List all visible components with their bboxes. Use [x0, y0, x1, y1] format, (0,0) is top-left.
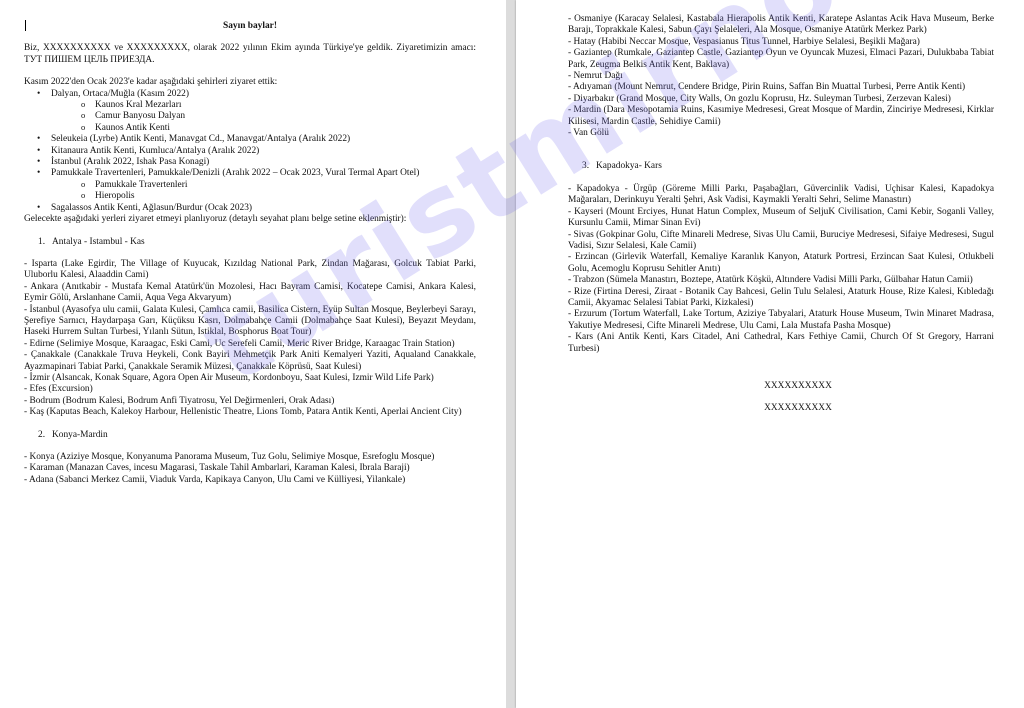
place-item: - Nemrut Dağı	[568, 71, 623, 82]
place-item: - Erzincan (Girlevik Waterfall, Kemaliye Karanlık Kanyon, Ataturk Portresi, Erzincan Saat Kulesi, Otlukbeli Golu, Acemoglu Koprusu Sehitler Anıtı)	[568, 252, 994, 274]
visited-list	[24, 89, 476, 214]
place-item: - Kars (Ani Antik Kenti, Kars Citadel, Ani Cathedral, Kars Fethiye Camii, Church Of St Gregory, Harrani Turbesi)	[568, 332, 994, 354]
place-item: - Osmaniye (Karacay Selalesi, Kastabala Hierapolis Antik Kenti, Karatepe Aslantas Acik Hava Museum, Berke Barajı, Toprakkale Kalesi, Sabun Çayı Şelaleleri, Ala Mosque, Osmaniye Atatürk Merkez Park)	[568, 14, 994, 36]
place-item: - Sivas (Gokpinar Golu, Cifte Minareli Medrese, Sivas Ulu Camii, Buruciye Medresesi, Sifaiye Medresesi, Sugul Vadisi, Sızır Selalesi, Kale Camii)	[568, 229, 994, 251]
place-item: - Hatay (Habibi Neccar Mosque, Vespasianus Titus Tunnel, Harbiye Selalesi, Beşikli Mağara)	[568, 36, 920, 47]
place-item: - Edirne (Selimiye Mosque, Karaagac, Eski Cami, Uc Serefeli Camii, Meric River Bridge, Karaagac Train Station)	[24, 338, 455, 349]
place-item: - Van Gölü	[568, 128, 609, 139]
visited-item: • Dalyan, Ortaca/Muğla (Kasım 2022) o Kaunos Kral Mezarları o Camur Banyosu Dalyan o Kaunos Antik Kenti	[37, 89, 476, 135]
signature-2: XXXXXXXXXX	[764, 403, 832, 414]
visited-subitem: o Kaunos Antik Kenti	[81, 123, 476, 134]
place-item: - İzmir (Alsancak, Konak Square, Agora Open Air Museum, Kordonboyu, Saat Kulesi, Izmir Wild Life Park)	[24, 372, 434, 383]
plan-intro: Gelecekte aşağıdaki yerleri ziyaret etmeyi planlıyoruz (detaylı seyahat planı belge setine eklenmiştir):	[24, 214, 407, 225]
visited-item: • İstanbul (Aralık 2022, Ishak Pasa Konagi)	[37, 157, 476, 168]
intro-paragraph: Biz, XXXXXXXXXX ve XXXXXXXXX, olarak 2022 yılının Ekim ayında Türkiye'ye geldik. Ziyaretimizin amacı: ТУТ ПИШЕМ ЦЕЛЬ ПРИЕЗДА.	[24, 43, 476, 65]
salutation: Sayın baylar!	[223, 21, 277, 31]
visited-item: • Seleukeia (Lyrbe) Antik Kenti, Manavgat Cd., Manavgat/Antalya (Aralık 2022)	[37, 134, 476, 145]
page-gap	[506, 0, 516, 708]
document-page-2	[516, 0, 1024, 708]
place-item: - Ankara (Anıtkabir - Mustafa Kemal Atatürk'ün Mozolesi, Hacı Bayram Camisi, Kocatepe Camisi, Ankara Kalesi, Eymir Gölü, Arslanhane Camii, Aqua Vega Akvaryum)	[24, 281, 476, 304]
visited-item: • Kitanaura Antik Kenti, Kumluca/Antalya (Aralık 2022)	[37, 146, 476, 157]
page-2-content[interactable]	[568, 14, 994, 415]
visited-subitem: o Hieropolis	[81, 191, 476, 202]
place-item: - Kaş (Kaputas Beach, Kalekoy Harbour, Hellenistic Theatre, Lions Tomb, Patara Antik Kenti, Aperlai Ancient City)	[24, 407, 462, 418]
signature-1: XXXXXXXXXX	[764, 380, 832, 391]
place-item: - Trabzon (Sümela Manastırı, Boztepe, Atatürk Köşkü, Altındere Vadisi Milli Parkı, Gülbahar Hatun Camii)	[568, 275, 973, 286]
section-heading-1: 1. Antalya - Istambul - Kas	[38, 236, 145, 247]
place-item: - Adana (Sabanci Merkez Camii, Viaduk Varda, Kapikaya Canyon, Ulu Cami ve Külliyesi, Yilankale)	[24, 474, 406, 485]
place-item: - Gaziantep (Rumkale, Gaziantep Castle, Gaziantep Oyun ve Oyuncak Muzesi, Elmaci Pazari, Dulukbaba Tabiat Park, Zeugma Belkis Antik Kent, Baklava)	[568, 48, 994, 70]
visited-subitem: o Kaunos Kral Mezarları	[81, 100, 476, 111]
place-item: - Kayseri (Mount Erciyes, Hunat Hatun Complex, Museum of SeljuK Civilisation, Cami Kebir, Soganli Valley, Kursunlu Camii, Mimar Sinan Evi)	[568, 206, 994, 229]
place-item: - Karaman (Manazan Caves, incesu Magarasi, Taskale Tahil Ambarlari, Karaman Kalesi, Ibrala Baraji)	[24, 463, 410, 474]
place-item: - Isparta (Lake Egirdir, The Village of Kuyucak, Kızıldag National Park, Zindan Mağarası, Golcuk Tabiat Parki, Uluborlu Kalesi, Alaaddin Cami)	[24, 258, 476, 281]
place-item: - Çanakkale (Canakkale Truva Heykeli, Conk Bayiri Mehmetçik Park Aniti Kemalyeri Yaziti, Aqualand Canakkale, Ayazmapinari Tabiat Parki, Çanakkale Seramik Müzesi, Çanakkale Köprüsü, Saat Kulesi)	[24, 350, 476, 372]
place-item: - Bodrum (Bodrum Kalesi, Bodrum Anfi Tiyatrosu, Yel Değirmenleri, Orak Adası)	[24, 395, 335, 406]
section-heading-3: 3. Kapadokya- Kars	[582, 161, 662, 172]
place-item: - Diyarbakır (Grand Mosque, City Walls, On gozlu Koprusu, Hz. Suleyman Turbesi, Zerzevan Kalesi)	[568, 93, 951, 104]
place-item: - Efes (Excursion)	[24, 384, 93, 395]
visited-subitem: o Camur Banyosu Dalyan	[81, 111, 476, 122]
place-item: - Mardin (Dara Mesopotamia Ruins, Kasımiye Medresesi, Great Mosque of Mardin, Zinciriye Medresesi, Kirklar Kilisesi, Mardin Castle, Sehidiye Camii)	[568, 105, 994, 127]
section-heading-2: 2. Konya-Mardin	[38, 429, 108, 440]
visited-item: • Sagalassos Antik Kenti, Ağlasun/Burdur (Ocak 2023)	[37, 203, 476, 214]
place-item: - Adıyaman (Mount Nemrut, Cendere Bridge, Pirin Ruins, Saffan Bin Muattal Turbesi, Perre Antik Kenti)	[568, 82, 966, 93]
visited-sublist	[51, 180, 476, 203]
page-1-content[interactable]	[24, 14, 476, 486]
visited-item: • Pamukkale Travertenleri, Pamukkale/Denizli (Aralık 2022 – Ocak 2023, Vural Termal Apart Otel) o Pamukkale Travertenleri o Hieropolis	[37, 168, 476, 202]
document-page-1	[0, 0, 506, 708]
visited-subitem: o Pamukkale Travertenleri	[81, 180, 476, 191]
place-item: - Erzurum (Tortum Waterfall, Lake Tortum, Aziziye Tabyalari, Ataturk House Museum, Twin Minaret Madrasa, Yakutiye Medresesi, Cifte Minareli Medrese, Ulu Cami, Lala Mustafa Pasha Mosque)	[568, 309, 994, 331]
visited-sublist	[51, 100, 476, 134]
place-item: - Rize (Firtina Deresi, Ziraat - Botanik Cay Bahcesi, Gelin Tulu Selalesi, Ataturk House, Rize Kalesi, Kıbledağı Camii, Akyamac Selalesi Tabiat Parki, Kizkalesi)	[568, 286, 994, 308]
place-item: - Konya (Aziziye Mosque, Konyanuma Panorama Museum, Tuz Golu, Selimiye Mosque, Esrefoglu Mosque)	[24, 452, 435, 462]
place-item: - İstanbul (Ayasofya ulu camii, Galata Kulesi, Çamlıca camii, Basilica Cistern, Eyüp Sultan Mosque, Beylerbeyi Sarayı, Şerefiye Sarnıcı, Haydarpaşa Garı, Küçüksu Kasrı, Dolmabahçe Camii (Dolmabahçe Saat Kulesi), Beyazıt Meydanı, Haseki Hurrem Sultan Turbesi, Yılanlı Sütun, Istiklal, Bosphorus Boat Tour)	[24, 304, 476, 338]
visited-intro: Kasım 2022'den Ocak 2023'e kadar aşağıdaki şehirleri ziyaret ettik:	[24, 77, 278, 88]
place-item: - Kapadokya - Ürgüp (Göreme Milli Parkı, Paşabağları, Güvercinlik Vadisi, Uçhisar Kalesi, Kapadokya Mağaraları, Derinkuyu Yeralti Şehri, Ask Vadisi, Kaymakli Yeralti Sehri, Selime Manastırı)	[568, 183, 994, 206]
